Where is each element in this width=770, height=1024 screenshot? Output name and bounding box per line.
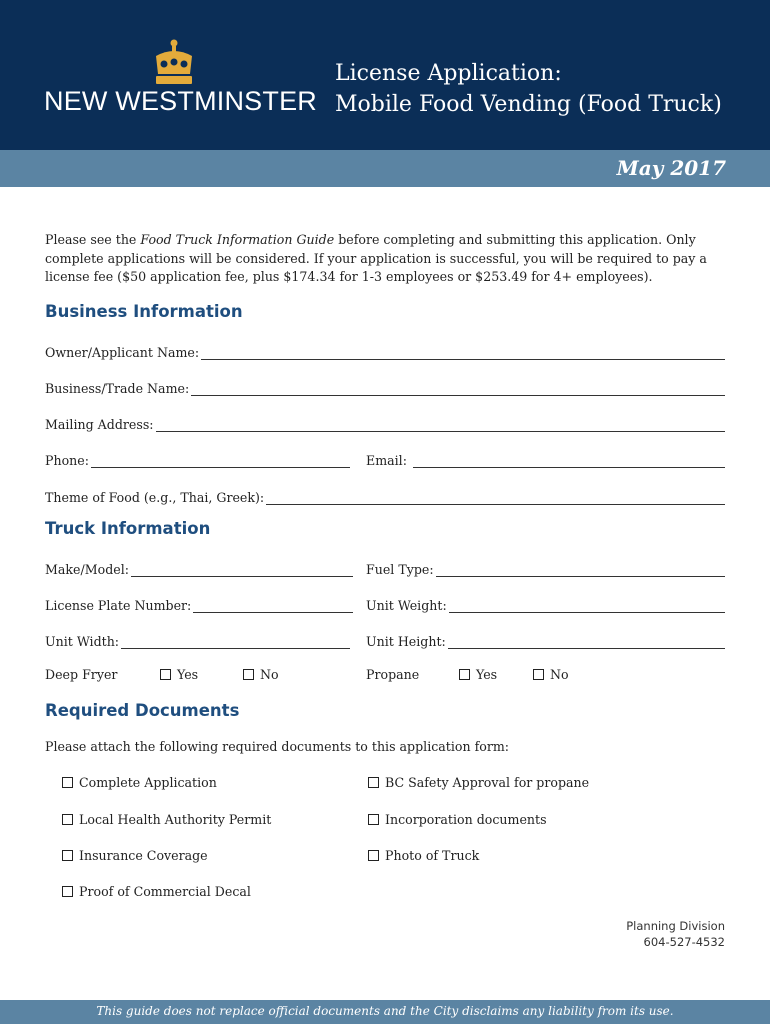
food-theme-input-line[interactable] — [266, 490, 725, 505]
doc-item-label: Complete Application — [79, 775, 217, 790]
deep-fryer-no-label: No — [260, 667, 279, 682]
deep-fryer-no-option[interactable] — [243, 667, 279, 682]
make-model-field[interactable] — [45, 557, 353, 577]
guide-title: Food Truck Information Guide — [140, 232, 335, 247]
documents-heading: Required Documents — [45, 701, 240, 720]
unit-weight-field[interactable] — [366, 593, 725, 613]
unit-height-label: Unit Height: — [366, 634, 446, 649]
footer-disclaimer: This guide does not replace official documents and the City disclaims any liability from its use. — [96, 1004, 674, 1018]
email-field[interactable] — [366, 448, 725, 468]
doc-item-photo-of-truck[interactable] — [368, 848, 479, 863]
phone-field[interactable] — [45, 448, 350, 468]
email-input-line[interactable] — [413, 453, 725, 468]
doc-item-label: Proof of Commercial Decal — [79, 884, 251, 899]
unit-weight-input-line[interactable] — [449, 598, 725, 613]
org-name: NEW WESTMINSTER — [44, 86, 317, 116]
division-phone: 604-527-4532 — [643, 935, 725, 949]
trade-name-label: Business/Trade Name: — [45, 381, 190, 396]
doc-item-label: BC Safety Approval for propane — [385, 775, 590, 790]
make-model-label: Make/Model: — [45, 562, 129, 577]
license-plate-label: License Plate Number: — [45, 598, 192, 613]
doc-checkbox[interactable] — [62, 777, 73, 788]
license-plate-field[interactable] — [45, 593, 353, 613]
unit-width-label: Unit Width: — [45, 634, 120, 649]
date-label: May 2017 — [616, 156, 726, 180]
deep-fryer-yes-option[interactable] — [160, 667, 198, 682]
intro-paragraph — [45, 231, 730, 287]
food-theme-field[interactable] — [45, 485, 725, 505]
propane-yes-label: Yes — [476, 667, 498, 682]
title-line-2: Mobile Food Vending (Food Truck) — [335, 92, 722, 117]
doc-item-insurance[interactable] — [62, 848, 208, 863]
propane-yes-option[interactable] — [459, 667, 497, 682]
deep-fryer-yes-label: Yes — [177, 667, 199, 682]
owner-label: Owner/Applicant Name: — [45, 345, 200, 360]
doc-item-label: Insurance Coverage — [79, 848, 208, 863]
fuel-type-input-line[interactable] — [436, 562, 725, 577]
unit-height-field[interactable] — [366, 629, 725, 649]
title-line-1: License Application: — [335, 61, 562, 86]
doc-item-label: Incorporation documents — [385, 812, 547, 827]
food-theme-label: Theme of Food (e.g., Thai, Greek): — [45, 490, 265, 505]
phone-label: Phone: — [45, 453, 89, 468]
doc-item-complete-application[interactable] — [62, 775, 217, 790]
fuel-type-field[interactable] — [366, 557, 725, 577]
doc-item-health-permit[interactable] — [62, 812, 271, 827]
doc-item-label: Local Health Authority Permit — [79, 812, 272, 827]
trade-name-field[interactable] — [45, 376, 725, 396]
propane-label: Propane — [366, 667, 420, 682]
doc-checkbox[interactable] — [368, 850, 379, 861]
phone-input-line[interactable] — [91, 453, 350, 468]
doc-checkbox[interactable] — [62, 814, 73, 825]
intro-text-1: Please see the — [45, 232, 141, 247]
propane-yes-checkbox[interactable] — [459, 669, 470, 680]
mailing-address-label: Mailing Address: — [45, 417, 154, 432]
deep-fryer-no-checkbox[interactable] — [243, 669, 254, 680]
email-label: Email: — [366, 453, 411, 468]
doc-checkbox[interactable] — [62, 850, 73, 861]
fuel-type-label: Fuel Type: — [366, 562, 434, 577]
unit-width-field[interactable] — [45, 629, 350, 649]
doc-checkbox[interactable] — [368, 814, 379, 825]
contact-block — [626, 918, 725, 950]
deep-fryer-label: Deep Fryer — [45, 667, 118, 682]
doc-item-commercial-decal[interactable] — [62, 884, 251, 899]
doc-checkbox[interactable] — [62, 886, 73, 897]
mailing-address-field[interactable] — [45, 412, 725, 432]
truck-heading: Truck Information — [45, 519, 211, 538]
propane-no-checkbox[interactable] — [533, 669, 544, 680]
owner-field[interactable] — [45, 340, 725, 360]
license-plate-input-line[interactable] — [193, 598, 353, 613]
propane-no-option[interactable] — [533, 667, 569, 682]
division-name: Planning Division — [626, 919, 725, 933]
trade-name-input-line[interactable] — [191, 381, 725, 396]
doc-item-incorporation[interactable] — [368, 812, 547, 827]
deep-fryer-yes-checkbox[interactable] — [160, 669, 171, 680]
intro-text-2: before completing and submitting this application. Only complete applications will be considered. If your application is successful, you will be required to pay a license fee ($50 application fee, plus $174.34 for 1-3 employees or $253.49 for 4+ employees). — [45, 232, 707, 284]
business-heading: Business Information — [45, 302, 243, 321]
mailing-address-input-line[interactable] — [156, 417, 725, 432]
unit-height-input-line[interactable] — [448, 634, 725, 649]
owner-input-line[interactable] — [201, 345, 725, 360]
crown-logo-icon — [152, 38, 196, 88]
unit-width-input-line[interactable] — [121, 634, 350, 649]
make-model-input-line[interactable] — [131, 562, 353, 577]
documents-instruction: Please attach the following required documents to this application form: — [45, 739, 510, 754]
doc-item-bc-safety-approval[interactable] — [368, 775, 589, 790]
propane-no-label: No — [550, 667, 569, 682]
page-title — [335, 58, 722, 120]
unit-weight-label: Unit Weight: — [366, 598, 447, 613]
doc-item-label: Photo of Truck — [385, 848, 480, 863]
doc-checkbox[interactable] — [368, 777, 379, 788]
